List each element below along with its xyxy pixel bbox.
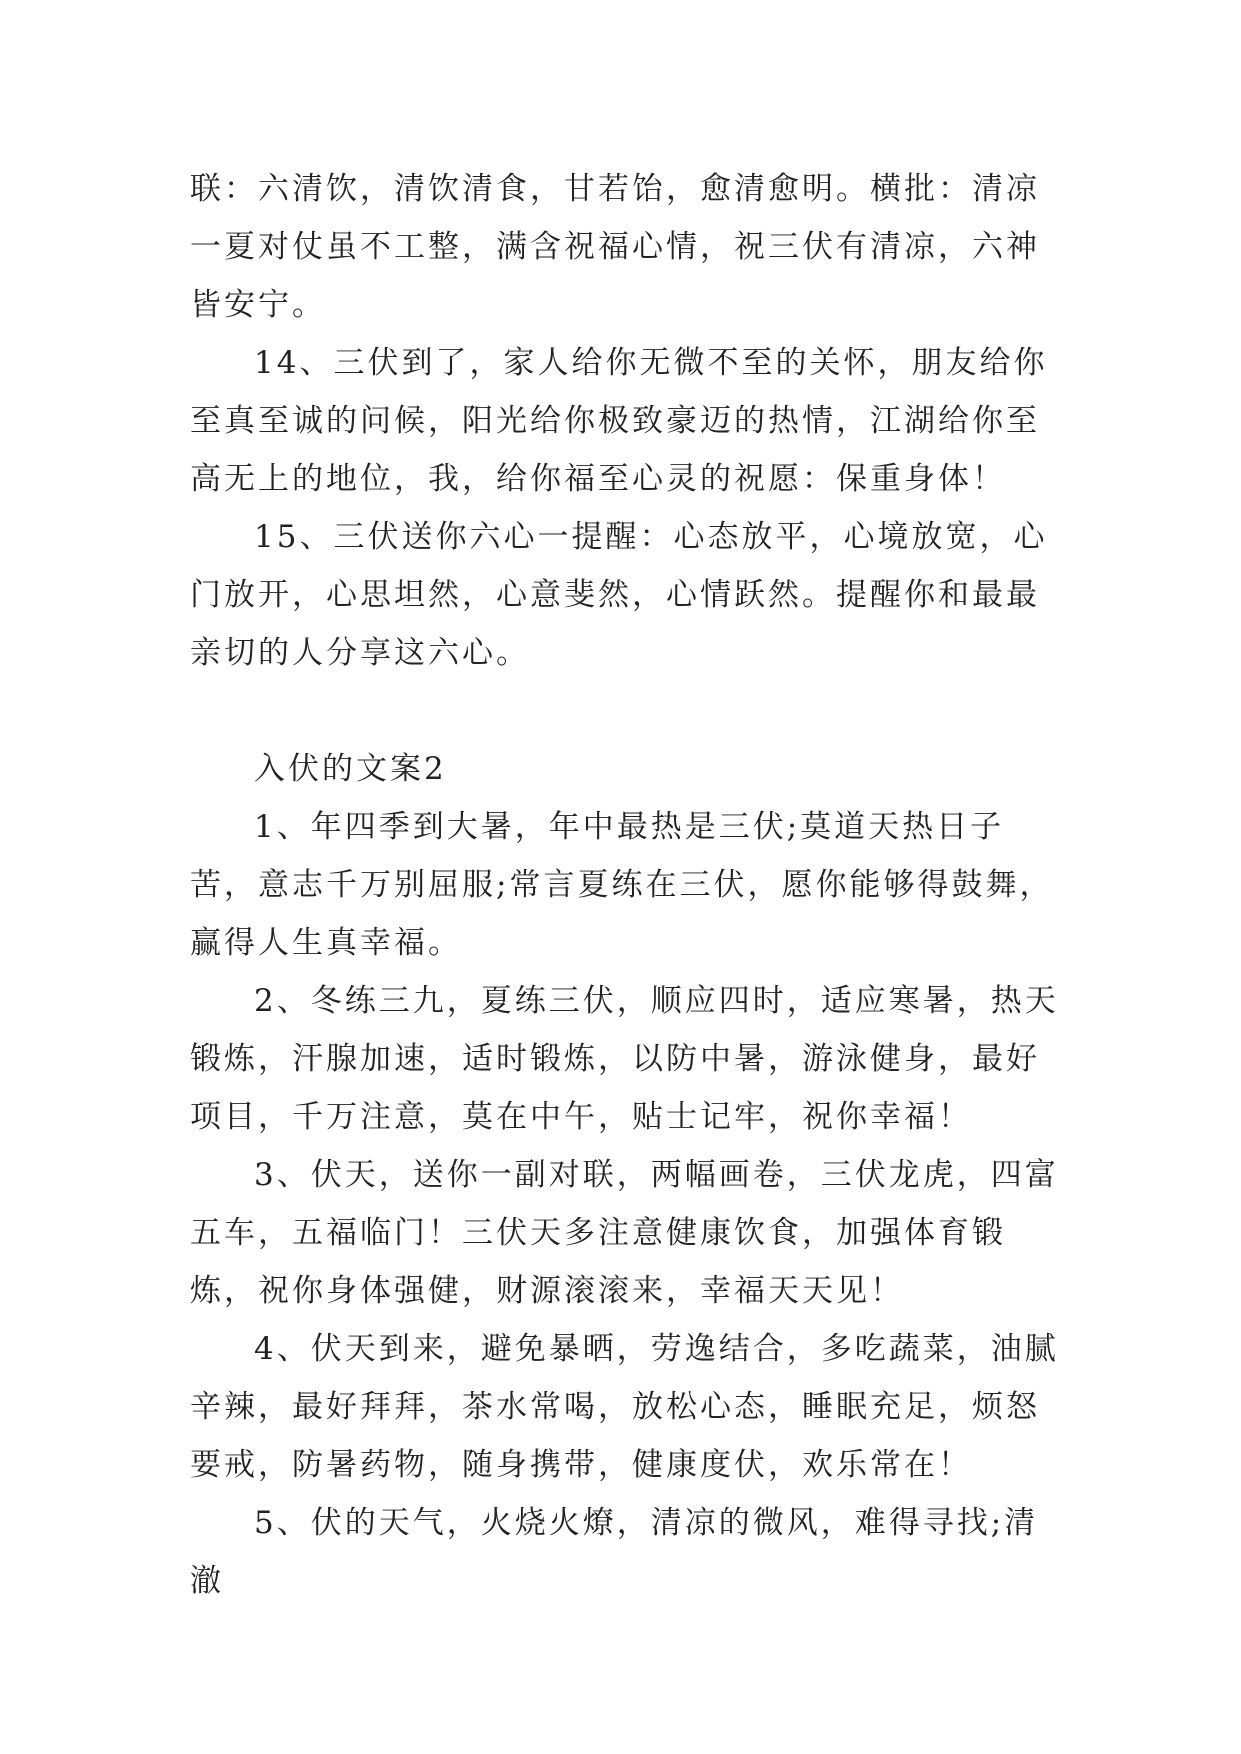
paragraph-spacer xyxy=(190,682,1070,740)
paragraph-item-15: 15、三伏送你六心一提醒：心态放平，心境放宽，心门放开，心思坦然，心意斐然，心情跃然。提醒你和最最亲切的人分享这六心。 xyxy=(190,519,1048,671)
section-item-4: 4、伏天到来，避免暴晒，劳逸结合，多吃蔬菜，油腻辛辣，最好拜拜，茶水常喝，放松心态，睡眠充足，烦怒要戒，防暑药物，随身携带，健康度伏，欢乐常在！ xyxy=(190,1331,1059,1483)
section-item-1: 1、年四季到大暑，年中最热是三伏;莫道天热日子苦，意志千万别屈服;常言夏练在三伏，愿你能够得鼓舞，赢得人生真幸福。 xyxy=(190,809,1054,961)
section-item-2: 2、冬练三九，夏练三伏，顺应四时，适应寒暑，热天锻炼，汗腺加速，适时锻炼，以防中暑，游泳健身，最好项目，千万注意，莫在中午，贴士记牢，祝你幸福！ xyxy=(190,983,1059,1135)
paragraph-continuation: 联：六清饮，清饮清食，甘若饴，愈清愈明。横批：清凉一夏对仗虽不工整，满含祝福心情，祝三伏有清凉，六神皆安宁。 xyxy=(190,171,1040,323)
section-item-5: 5、伏的天气，火烧火燎，清凉的微风，难得寻找;清澈 xyxy=(190,1505,1039,1599)
document-body xyxy=(190,160,1070,1610)
section-title: 入伏的文案2 xyxy=(254,751,447,787)
section-item-3: 3、伏天，送你一副对联，两幅画卷，三伏龙虎，四富五车，五福临门！三伏天多注意健康饮食，加强体育锻炼，祝你身体强健，财源滚滚来，幸福天天见！ xyxy=(190,1157,1059,1309)
paragraph-item-14: 14、三伏到了，家人给你无微不至的关怀，朋友给你至真至诚的问候，阳光给你极致豪迈的热情，江湖给你至高无上的地位，我，给你福至心灵的祝愿：保重身体！ xyxy=(190,345,1048,497)
